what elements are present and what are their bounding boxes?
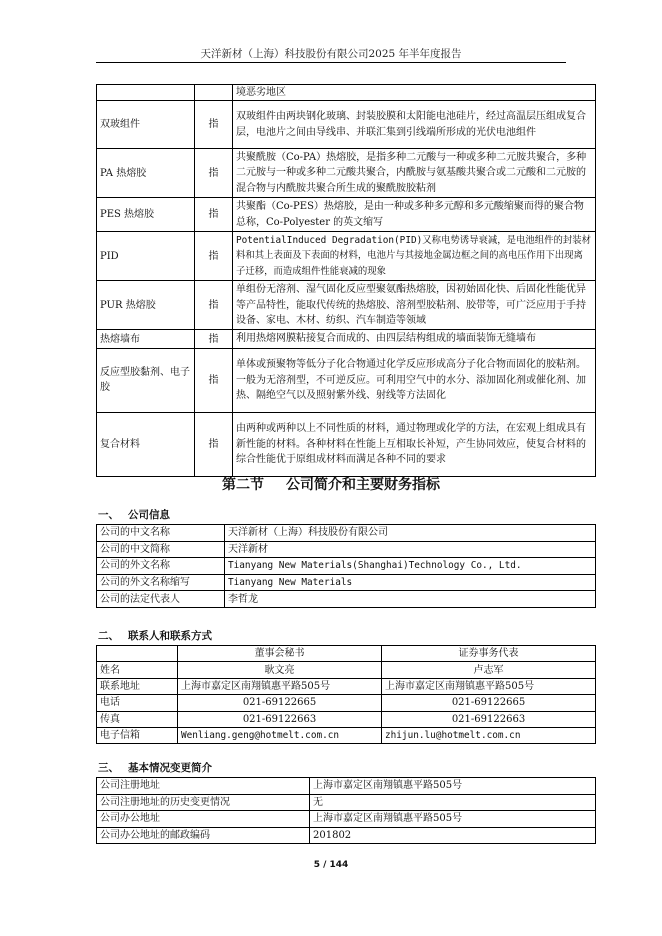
heading-text: 公司信息: [128, 509, 170, 521]
secretary-value: 上海市嘉定区南翔镇惠平路505号: [178, 678, 382, 694]
term-cell: PA 热熔胶: [97, 149, 195, 198]
contacts-heading: [98, 628, 212, 643]
relation-cell: 指: [195, 348, 233, 412]
section-heading: 公司简介和主要财务指标: [286, 477, 440, 493]
row-label: 传真: [97, 711, 178, 727]
column-header: 董事会秘书: [178, 646, 382, 662]
contacts-table: [96, 645, 596, 744]
secretary-email: Wenliang.geng@hotmelt.com.cn: [178, 727, 382, 743]
definition-text: 境恶劣地区: [233, 85, 596, 101]
term-cell: PES 热熔胶: [97, 198, 195, 232]
term-cell: PID: [97, 232, 195, 281]
table-row: [97, 695, 596, 711]
relation-cell: 指: [195, 232, 233, 281]
term-cell: 反应型胶黏剂、电子胶: [97, 348, 195, 412]
row-value: 李哲龙: [225, 591, 596, 608]
definition-text: 单体或预聚物等低分子化合物通过化学反应形成高分子化合物而固化的胶粘剂。一般为无溶剂型，不可逆反应。可利用空气中的水分、添加固化剂或催化剂、加热、隔绝空气以及照射紫外线、射线等方法固化: [233, 348, 596, 412]
term-cell: 复合材料: [97, 412, 195, 476]
row-value: 无: [310, 794, 596, 811]
table-row: [97, 646, 596, 662]
row-value: Tianyang New Materials: [225, 574, 596, 591]
table-row: [97, 541, 596, 558]
row-value: 天洋新材（上海）科技股份有限公司: [225, 525, 596, 542]
table-row: [97, 85, 596, 101]
table-row: [97, 330, 596, 348]
row-label: 公司注册地址: [97, 778, 310, 795]
row-label: 公司的法定代表人: [97, 591, 225, 608]
table-row: [97, 232, 596, 281]
table-row: [97, 727, 596, 743]
table-row: [97, 574, 596, 591]
relation-cell: 指: [195, 149, 233, 198]
rep-value: 021-69122665: [382, 695, 596, 711]
relation-cell: 指: [195, 101, 233, 149]
rep-email: zhijun.lu@hotmelt.com.cn: [382, 727, 596, 743]
row-label: 公司办公地址: [97, 811, 310, 828]
row-value: 天洋新材: [225, 541, 596, 558]
secretary-value: 021-69122665: [178, 695, 382, 711]
definitions-table: [96, 84, 596, 477]
row-value: 上海市嘉定区南翔镇惠平路505号: [310, 811, 596, 828]
table-row: [97, 198, 596, 232]
row-label: 公司的中文简称: [97, 541, 225, 558]
table-row: [97, 281, 596, 330]
section-number: 第二节: [222, 477, 264, 493]
heading-text: 联系人和联系方式: [128, 630, 212, 642]
page-number: 5 / 144: [313, 860, 349, 870]
row-label: 公司注册地址的历史变更情况: [97, 794, 310, 811]
table-row: [97, 348, 596, 412]
table-row: [97, 558, 596, 575]
rep-value: 卢志军: [382, 662, 596, 678]
term-cell: PUR 热熔胶: [97, 281, 195, 330]
row-value: 201802: [310, 827, 596, 844]
table-row: [97, 662, 596, 678]
basic-changes-heading: [98, 760, 212, 775]
definition-text: 单组份无溶剂、湿气固化反应型聚氨酯热熔胶，因初始固化快、后固化性能优异等产品特性，能取代传统的热熔胶、溶剂型胶粘剂、胶带等，可广泛应用于手持设备、家电、木材、纺织、汽车制造等领域: [233, 281, 596, 330]
section-title: [0, 474, 662, 494]
definition-text: 共聚酯（Co-PES）热熔胶，是由一种或多种多元醇和多元酸缩聚而得的聚合物总称，Co-Polyester 的英文缩写: [233, 198, 596, 232]
secretary-value: 耿文亮: [178, 662, 382, 678]
heading-text: 基本情况变更简介: [128, 762, 212, 774]
row-label: 电话: [97, 695, 178, 711]
secretary-value: 021-69122663: [178, 711, 382, 727]
heading-number: 一、: [98, 509, 119, 521]
table-row: [97, 827, 596, 844]
table-row: [97, 149, 596, 198]
row-value: Tianyang New Materials(Shanghai)Technology Co., Ltd.: [225, 558, 596, 575]
column-header: 证券事务代表: [382, 646, 596, 662]
company-info-table: [96, 524, 596, 608]
row-label: 公司的外文名称: [97, 558, 225, 575]
rep-value: 上海市嘉定区南翔镇惠平路505号: [382, 678, 596, 694]
row-label: 公司办公地址的邮政编码: [97, 827, 310, 844]
company-info-heading: [98, 507, 170, 522]
table-row: [97, 412, 596, 476]
table-row: [97, 778, 596, 795]
row-label: 公司的中文名称: [97, 525, 225, 542]
table-row: [97, 678, 596, 694]
definition-text: 双玻组件由两块钢化玻璃、封装胶膜和太阳能电池硅片，经过高温层压组成复合层，电池片之间由导线串、并联汇集到引线端所形成的光伏电池组件: [233, 101, 596, 149]
basic-changes-table: [96, 777, 596, 844]
table-row: [97, 591, 596, 608]
definition-text: 共聚酰胺（Co-PA）热熔胶，是指多种二元酸与一种或多种二元胺共聚合，多种二元胺与一种或多种二元酸共聚合，内酰胺与氨基酸共聚合或二元酸和二元胺的混合物与内酰胺共聚合所生成的聚酰胺胶粘剂: [233, 149, 596, 198]
definition-text: PotentialInduced Degradation(PID)又称电势诱导衰减，是电池组件的封装材料和其上表面及下表面的材料，电池片与其接地金属边框之间的高电压作用下出现离子迁移，而造成组件性能衰减的现象: [233, 232, 596, 281]
table-row: [97, 794, 596, 811]
term-cell: 热熔墙布: [97, 330, 195, 348]
relation-cell: 指: [195, 198, 233, 232]
report-header: 天洋新材（上海）科技股份有限公司2025 年半年度报告: [200, 48, 462, 60]
header-divider: [96, 62, 566, 63]
row-label: 姓名: [97, 662, 178, 678]
relation-cell: 指: [195, 281, 233, 330]
definition-text: 由两种或两种以上不同性质的材料，通过物理或化学的方法，在宏观上组成具有新性能的材料。各种材料在性能上互相取长补短，产生协同效应，使复合材料的综合性能优于原组成材料而满足各种不同的要求: [233, 412, 596, 476]
definition-text: 利用热熔网膜粘接复合而成的、由四层结构组成的墙面装饰无缝墙布: [233, 330, 596, 348]
heading-number: 三、: [98, 762, 119, 774]
rep-value: 021-69122663: [382, 711, 596, 727]
table-row: [97, 525, 596, 542]
row-label: 公司的外文名称缩写: [97, 574, 225, 591]
table-row: [97, 711, 596, 727]
table-row: [97, 101, 596, 149]
relation-cell: 指: [195, 330, 233, 348]
heading-number: 二、: [98, 630, 119, 642]
row-label: 电子信箱: [97, 727, 178, 743]
relation-cell: 指: [195, 412, 233, 476]
row-label: 联系地址: [97, 678, 178, 694]
table-row: [97, 811, 596, 828]
term-cell: 双玻组件: [97, 101, 195, 149]
row-value: 上海市嘉定区南翔镇惠平路505号: [310, 778, 596, 795]
